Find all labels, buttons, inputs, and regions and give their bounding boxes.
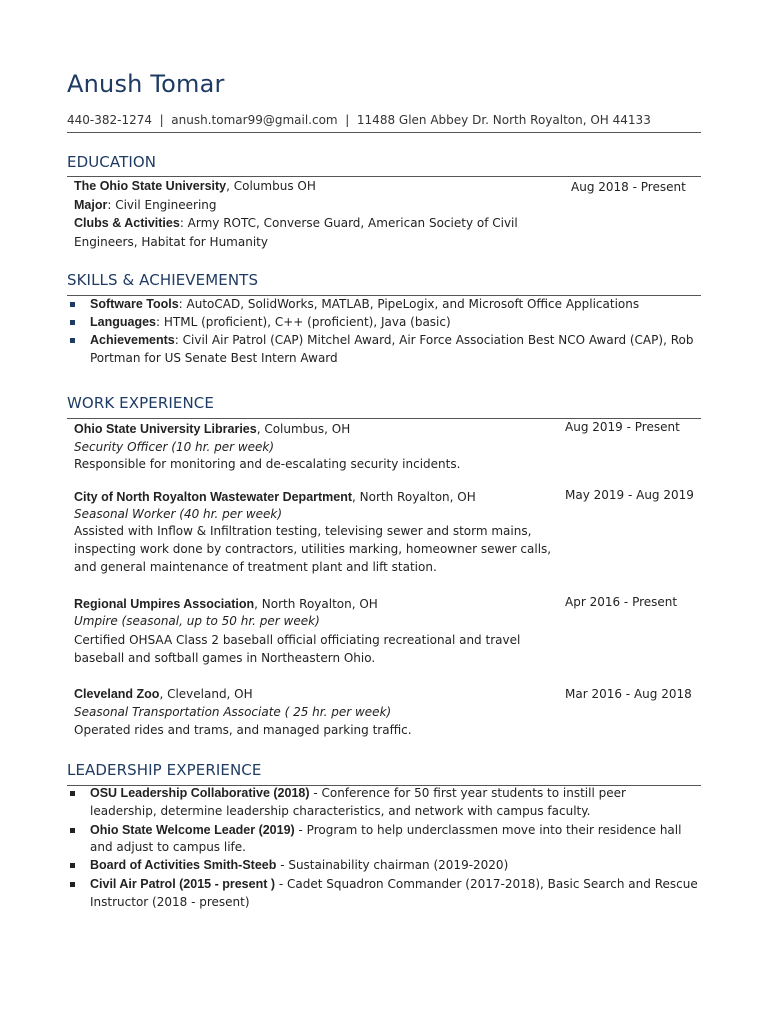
skill-text: : HTML (proficient), C++ (proficient), Java (basic) xyxy=(156,315,451,329)
job-date: Apr 2016 - Present xyxy=(565,595,678,609)
job-role: Security Officer (10 hr. per week) xyxy=(74,440,275,454)
job-desc: Operated rides and trams, and managed parking traffic. xyxy=(74,723,412,737)
skill-text: : Civil Air Patrol (CAP) Mitchel Award, Air Force Association Best NCO Award (CAP), Rob xyxy=(174,333,694,347)
leadership-label: Civil Air Patrol (2015 - present ) xyxy=(90,877,276,891)
leadership-item xyxy=(90,823,681,837)
education-heading: EDUCATION xyxy=(67,153,157,171)
job-location: , North Royalton, OH xyxy=(254,597,378,611)
leadership-label: Board of Activities Smith-Steeb xyxy=(90,858,277,872)
leadership-text: - Sustainability chairman (2019-2020) xyxy=(276,858,509,872)
leadership-item xyxy=(90,877,698,891)
job-title-line xyxy=(74,490,476,504)
job-role: Seasonal Transportation Associate ( 25 hr. per week) xyxy=(74,705,392,719)
skills-divider xyxy=(67,295,701,296)
job-location: , North Royalton, OH xyxy=(352,490,476,504)
bullet-icon xyxy=(70,338,75,343)
education-clubs-line-2: Engineers, Habitat for Humanity xyxy=(74,235,268,249)
skill-item-continued: Portman for US Senate Best Intern Award xyxy=(90,351,338,365)
school-location: , Columbus OH xyxy=(226,179,316,193)
bullet-icon xyxy=(70,828,75,833)
job-org: Ohio State University Libraries xyxy=(74,422,257,436)
clubs-label: Clubs & Activities xyxy=(74,216,180,230)
leadership-item-continued: leadership, determine leadership characteristics, and network with campus faculty. xyxy=(90,804,591,818)
skill-label: Software Tools xyxy=(90,297,179,311)
bullet-icon xyxy=(70,302,75,307)
leadership-text: - Conference for 50 first year students to instill peer xyxy=(309,786,626,800)
job-location: , Columbus, OH xyxy=(256,422,351,436)
education-school-line xyxy=(74,179,316,193)
leadership-text: - Program to help underclassmen move into their residence hall xyxy=(294,823,682,837)
leadership-text: - Cadet Squadron Commander (2017-2018), Basic Search and Rescue xyxy=(275,877,698,891)
job-date: Mar 2016 - Aug 2018 xyxy=(565,687,692,701)
bullet-icon xyxy=(70,320,75,325)
contact-line: 440-382-1274 | anush.tomar99@gmail.com | 11488 Glen Abbey Dr. North Royalton, OH 44133 xyxy=(67,113,651,127)
job-role: Seasonal Worker (40 hr. per week) xyxy=(74,507,283,521)
education-divider xyxy=(67,176,701,177)
job-date: May 2019 - Aug 2019 xyxy=(565,488,694,502)
job-role: Umpire (seasonal, up to 50 hr. per week) xyxy=(74,614,320,628)
school-name: The Ohio State University xyxy=(74,179,227,193)
skill-item xyxy=(90,333,693,347)
skills-heading: SKILLS & ACHIEVEMENTS xyxy=(67,271,259,289)
skill-item xyxy=(90,297,639,311)
major-label: Major xyxy=(74,198,108,212)
job-org: Cleveland Zoo xyxy=(74,687,160,701)
leadership-item-continued: Instructor (2018 - present) xyxy=(90,895,250,909)
skill-label: Languages xyxy=(90,315,156,329)
job-desc: and general maintenance of treatment plant and lift station. xyxy=(74,560,437,574)
job-title-line xyxy=(74,422,350,436)
job-org: City of North Royalton Wastewater Department xyxy=(74,490,353,504)
education-clubs-line xyxy=(74,216,518,230)
education-date: Aug 2018 - Present xyxy=(571,180,686,194)
bullet-icon xyxy=(70,863,75,868)
leadership-item-continued: and adjust to campus life. xyxy=(90,840,246,854)
leadership-label: Ohio State Welcome Leader (2019) xyxy=(90,823,295,837)
bullet-icon xyxy=(70,882,75,887)
job-desc: Assisted with Inflow & Infiltration testing, televising sewer and storm mains, xyxy=(74,524,532,538)
major-value: : Civil Engineering xyxy=(107,198,217,212)
skill-label: Achievements xyxy=(90,333,175,347)
job-title-line xyxy=(74,597,378,611)
work-divider xyxy=(67,418,701,419)
education-major-line xyxy=(74,198,217,212)
job-date: Aug 2019 - Present xyxy=(565,420,680,434)
job-desc: inspecting work done by contractors, utilities marking, homeowner sewer calls, xyxy=(74,542,552,556)
work-heading: WORK EXPERIENCE xyxy=(67,394,214,412)
leadership-heading: LEADERSHIP EXPERIENCE xyxy=(67,761,262,779)
leadership-item xyxy=(90,858,508,872)
job-desc: baseball and softball games in Northeastern Ohio. xyxy=(74,651,376,665)
job-org: Regional Umpires Association xyxy=(74,597,255,611)
skill-item xyxy=(90,315,451,329)
skill-text: : AutoCAD, SolidWorks, MATLAB, PipeLogix, and Microsoft Office Applications xyxy=(178,297,640,311)
resume-name: Anush Tomar xyxy=(67,70,225,98)
leadership-item xyxy=(90,786,626,800)
job-title-line xyxy=(74,687,253,701)
leadership-label: OSU Leadership Collaborative (2018) xyxy=(90,786,310,800)
clubs-value: : Army ROTC, Converse Guard, American Society of Civil xyxy=(179,216,518,230)
job-location: , Cleveland, OH xyxy=(159,687,253,701)
header-divider xyxy=(67,132,701,133)
job-desc: Certified OHSAA Class 2 baseball official officiating recreational and travel xyxy=(74,633,521,647)
job-desc: Responsible for monitoring and de-escalating security incidents. xyxy=(74,457,461,471)
bullet-icon xyxy=(70,791,75,796)
